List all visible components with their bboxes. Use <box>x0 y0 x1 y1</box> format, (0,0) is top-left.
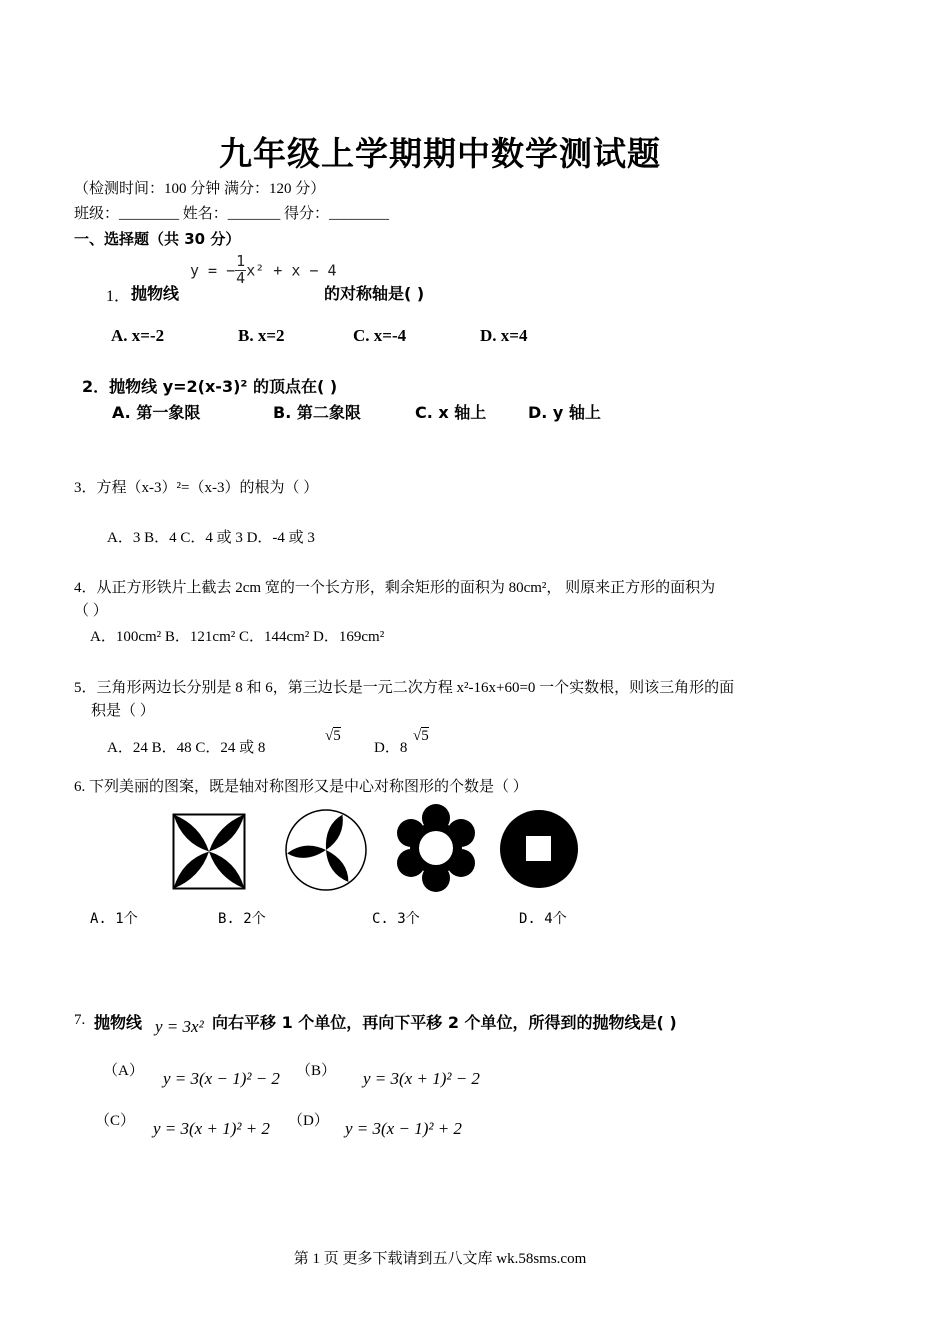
q3-stem: 3．方程（x-3）²=（x-3）的根为（ ） <box>74 480 319 496</box>
q5-radical-c <box>325 725 341 745</box>
q7-option-d: y = 3(x − 1)² + 2 <box>345 1119 462 1138</box>
sqrt-sign-icon: √ <box>325 728 334 744</box>
q7-option-c: y = 3(x + 1)² + 2 <box>153 1119 270 1138</box>
pattern-flower-icon <box>396 803 476 893</box>
q1-stem-b: 的对称轴是( ) <box>324 284 425 303</box>
q5-stem-line1: 5．三角形两边长分别是 8 和 6，第三边长是一元二次方程 x²-16x+60=0 一个实数根，则该三角形的面 <box>74 680 735 696</box>
q5-options-abc: A．24 B．48 C．24 或 8 <box>107 740 266 756</box>
page-footer: 第 1 页 更多下载请到五八文库 wk.58sms.com <box>293 1251 587 1267</box>
q1-option-c: C. x=-4 <box>353 326 407 345</box>
q2-option-b: B. 第二象限 <box>273 403 361 422</box>
q2-option-c: C. x 轴上 <box>415 403 487 422</box>
q5-radicand-c: 5 <box>333 728 341 744</box>
q5-stem-line2: 积是（ ） <box>91 703 155 719</box>
q1-stem-a: 抛物线 <box>131 284 180 303</box>
q7-option-b: y = 3(x + 1)² − 2 <box>363 1069 480 1088</box>
q4-stem-line1: 4．从正方形铁片上截去 2cm 宽的一个长方形，剩余矩形的面积为 80cm²， 则原来正方形的面积为 <box>74 580 716 596</box>
q5-radical-d <box>413 725 429 745</box>
q1-equation <box>190 254 337 287</box>
q1-option-d: D. x=4 <box>480 326 528 345</box>
student-info-line: 班级：________ 姓名：_______ 得分：________ <box>74 206 390 222</box>
q7-stem-a: 抛物线 <box>94 1013 143 1032</box>
page-title: 九年级上学期期中数学测试题 <box>219 134 661 173</box>
q4-stem-line2: （ ） <box>74 603 108 619</box>
q1-option-b: B. x=2 <box>238 326 285 345</box>
q1-eq-fraction <box>235 254 246 287</box>
q7-number: 7. <box>74 1012 86 1028</box>
sqrt-sign-icon: √ <box>413 728 422 744</box>
q7-option-a: y = 3(x − 1)² − 2 <box>163 1069 280 1088</box>
section-heading: 一、选择题（共 30 分） <box>74 230 241 248</box>
q6-stem: 6. 下列美丽的图案，既是轴对称图形又是中心对称图形的个数是（ ） <box>74 779 528 795</box>
q6-option-b: B. 2个 <box>218 911 266 927</box>
q1-eq-left: y = − <box>190 261 236 280</box>
q2-option-d: D. y 轴上 <box>528 403 601 422</box>
q7-label-a: （A） <box>103 1063 144 1079</box>
pattern-coin-icon <box>498 808 580 890</box>
q6-option-d: D. 4个 <box>519 911 567 927</box>
q5-option-d: D．8 <box>374 740 408 756</box>
q7-equation: y = 3x² <box>155 1017 204 1036</box>
q1-eq-right: x² + x − 4 <box>246 261 337 280</box>
q5-radicand-d: 5 <box>421 728 429 744</box>
q7-label-c: （C） <box>95 1113 136 1129</box>
q6-option-a: A. 1个 <box>90 911 138 927</box>
q7-stem-b: 向右平移 1 个单位，再向下平移 2 个单位，所得到的抛物线是( ) <box>212 1013 677 1032</box>
q2-option-a: A. 第一象限 <box>112 403 201 422</box>
q7-label-d: （D） <box>288 1113 329 1129</box>
q1-number: 1． <box>106 288 131 305</box>
q1-eq-denominator: 4 <box>236 268 246 287</box>
q1-option-a: A. x=-2 <box>111 326 165 345</box>
pattern-square-petals-icon <box>172 813 246 890</box>
q3-options: A．3 B．4 C．4 或 3 D．-4 或 3 <box>107 530 315 546</box>
q4-options: A．100cm² B．121cm² C．144cm² D．169cm² <box>90 629 385 645</box>
exam-meta: （检测时间：100 分钟 满分：120 分） <box>74 181 326 197</box>
pattern-three-blades-icon <box>284 808 368 892</box>
q6-option-c: C. 3个 <box>372 911 420 927</box>
q2-stem: 2．抛物线 y=2(x-3)² 的顶点在( ) <box>82 377 338 396</box>
q7-label-b: （B） <box>296 1063 337 1079</box>
q1-eq-numerator: 1 <box>236 252 246 270</box>
